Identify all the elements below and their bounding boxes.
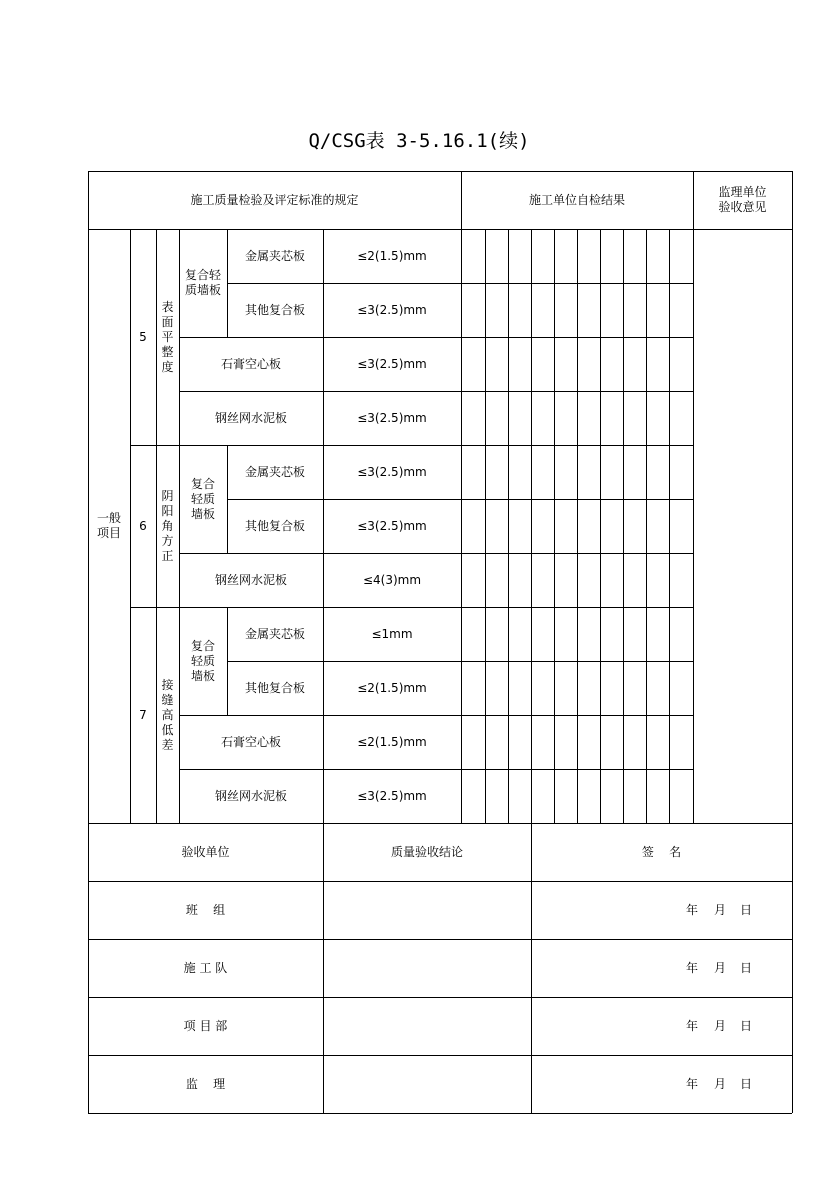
quality-conclusion-field[interactable] bbox=[323, 881, 531, 939]
date-day: 日 bbox=[739, 1018, 752, 1033]
date-month: 月 bbox=[713, 1018, 726, 1033]
quality-conclusion-field[interactable] bbox=[323, 939, 531, 997]
material-label: 钢丝网水泥板 bbox=[214, 410, 287, 425]
material-label: 石膏空心板 bbox=[220, 356, 281, 371]
tolerance-value: ≤3(2.5)mm bbox=[357, 464, 427, 479]
material-label: 金属夹芯板 bbox=[244, 464, 305, 479]
date-month: 月 bbox=[713, 902, 726, 917]
date-year: 年 bbox=[685, 1018, 698, 1033]
tolerance-value: ≤3(2.5)mm bbox=[357, 410, 427, 425]
form-title: Q/CSG表 3-5.16.1(续) bbox=[308, 130, 530, 152]
quality-conclusion-header: 质量验收结论 bbox=[390, 844, 463, 859]
material-label: 钢丝网水泥板 bbox=[214, 572, 287, 587]
header-standard: 施工质量检验及评定标准的规定 bbox=[190, 192, 359, 207]
material-label: 其他复合板 bbox=[244, 302, 305, 317]
group-number: 5 bbox=[139, 329, 147, 344]
category-general-items: 一般 项目 bbox=[96, 511, 121, 540]
quality-conclusion-field[interactable] bbox=[323, 997, 531, 1055]
tolerance-value: ≤3(2.5)mm bbox=[357, 518, 427, 533]
material-label: 金属夹芯板 bbox=[244, 626, 305, 641]
tolerance-value: ≤2(1.5)mm bbox=[357, 734, 427, 749]
acceptance-unit-header: 验收单位 bbox=[181, 844, 230, 859]
tolerance-value: ≤3(2.5)mm bbox=[357, 356, 427, 371]
date-year: 年 bbox=[685, 960, 698, 975]
tolerance-value: ≤3(2.5)mm bbox=[357, 788, 427, 803]
date-month: 月 bbox=[713, 1076, 726, 1091]
quality-conclusion-field[interactable] bbox=[323, 1055, 531, 1113]
material-label: 石膏空心板 bbox=[220, 734, 281, 749]
acceptance-unit-project-dept: 项 目 部 bbox=[183, 1018, 228, 1033]
tolerance-value: ≤3(2.5)mm bbox=[357, 302, 427, 317]
material-label: 其他复合板 bbox=[244, 518, 305, 533]
date-day: 日 bbox=[739, 1076, 752, 1091]
material-label: 金属夹芯板 bbox=[244, 248, 305, 263]
header-supervisor-opinion: 监理单位 验收意见 bbox=[718, 185, 767, 214]
tolerance-value: ≤2(1.5)mm bbox=[357, 248, 427, 263]
tolerance-value: ≤2(1.5)mm bbox=[357, 680, 427, 695]
date-day: 日 bbox=[739, 960, 752, 975]
acceptance-unit-construction-crew: 施 工 队 bbox=[183, 960, 228, 975]
material-label: 其他复合板 bbox=[244, 680, 305, 695]
material-label: 钢丝网水泥板 bbox=[214, 788, 287, 803]
group-number: 6 bbox=[139, 518, 147, 533]
group-name: 表 面 平 整 度 bbox=[161, 299, 174, 374]
acceptance-unit-team: 班 组 bbox=[185, 902, 226, 917]
date-year: 年 bbox=[685, 902, 698, 917]
composite-wallboard-label: 复合 轻质 墙板 bbox=[190, 638, 215, 683]
group-number: 7 bbox=[139, 707, 147, 722]
date-month: 月 bbox=[713, 960, 726, 975]
date-day: 日 bbox=[739, 902, 752, 917]
composite-wallboard-label: 复合轻 质墙板 bbox=[184, 268, 221, 297]
group-name: 接 缝 高 低 差 bbox=[161, 677, 174, 752]
tolerance-value: ≤1mm bbox=[371, 626, 413, 641]
date-year: 年 bbox=[685, 1076, 698, 1091]
group-name: 阴 阳 角 方 正 bbox=[161, 488, 174, 563]
acceptance-unit-supervisor: 监 理 bbox=[185, 1076, 226, 1091]
signature-header: 签 名 bbox=[641, 844, 682, 859]
header-self-check: 施工单位自检结果 bbox=[528, 192, 625, 207]
composite-wallboard-label: 复合 轻质 墙板 bbox=[190, 476, 215, 521]
tolerance-value: ≤4(3)mm bbox=[362, 572, 422, 587]
